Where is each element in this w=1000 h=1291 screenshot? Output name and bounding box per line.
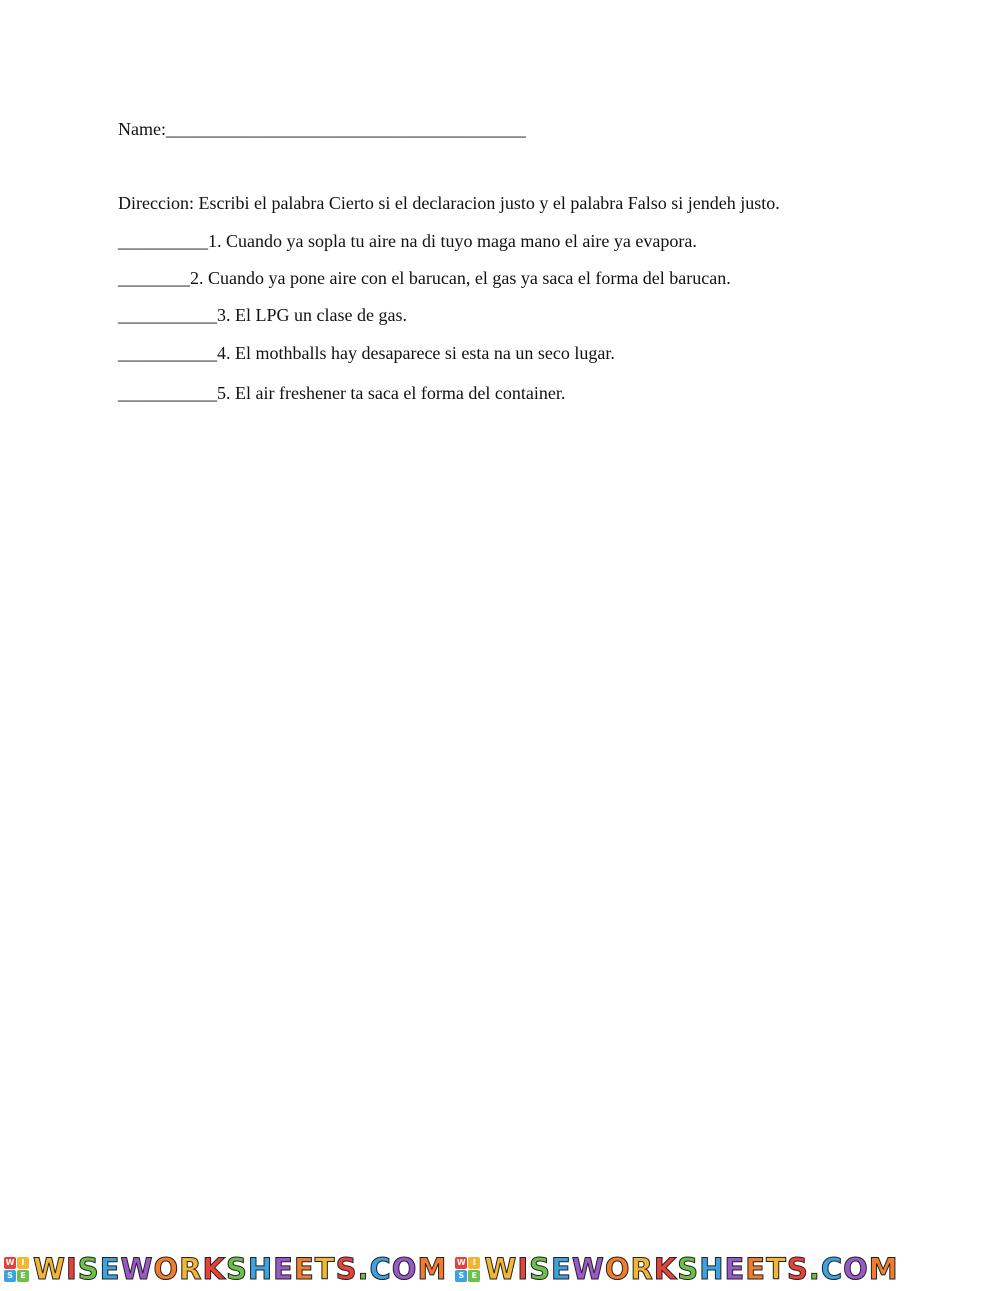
watermark-letter: W [571, 1252, 605, 1286]
logo-letter-w: W [5, 1257, 15, 1267]
logo-letter-s: S [4, 1270, 16, 1282]
logo-letter-w: W [456, 1257, 466, 1267]
watermark-footer [0, 1252, 1000, 1286]
watermark-letter: H [247, 1252, 274, 1286]
watermark-letter: M [868, 1252, 899, 1286]
watermark-letter: O [391, 1252, 418, 1286]
watermark-text [33, 1252, 447, 1286]
watermark-letter: E [724, 1252, 746, 1286]
watermark-letter: O [153, 1252, 180, 1286]
watermark-letter: E [99, 1252, 121, 1286]
question-3: ___________3. El LPG un clase de gas. [118, 305, 407, 325]
watermark-letter: M [417, 1252, 448, 1286]
watermark-letter: T [314, 1252, 336, 1286]
watermark-letter: S [77, 1252, 100, 1286]
watermark-letter: W [484, 1252, 518, 1286]
watermark-letter: C [369, 1252, 392, 1286]
watermark-letter: S [677, 1252, 700, 1286]
watermark-letter: C [820, 1252, 844, 1286]
watermark-letter: H [699, 1252, 725, 1286]
question-5: ___________5. El air freshener ta saca el forma del container. [118, 383, 566, 403]
watermark-letter: O [604, 1252, 631, 1286]
name-field-line: Name:________________________________________ [118, 119, 526, 139]
watermark-letter: R [179, 1252, 203, 1286]
watermark-letter: T [766, 1252, 787, 1286]
watermark-letter: E [293, 1252, 315, 1286]
watermark-letter: S [335, 1252, 358, 1286]
watermark-letter: S [786, 1252, 809, 1286]
question-4: ___________4. El mothballs hay desaparece si esta na un seco lugar. [118, 343, 615, 363]
wise-logo-icon [4, 1257, 29, 1282]
watermark-letter: W [33, 1252, 66, 1286]
wise-logo-icon [455, 1257, 480, 1282]
watermark-letter: S [529, 1252, 551, 1286]
watermark-brand [4, 1252, 447, 1286]
watermark-letter: K [653, 1252, 678, 1286]
logo-letter-i: I [17, 1257, 29, 1269]
watermark-letter: I [66, 1252, 78, 1286]
logo-letter-i: I [468, 1257, 480, 1269]
question-1: __________1. Cuando ya sopla tu aire na di tuyo maga mano el aire ya evapora. [118, 231, 697, 251]
watermark-letter: E [551, 1252, 572, 1286]
watermark-letter: R [630, 1252, 654, 1286]
watermark-letter: S [225, 1252, 248, 1286]
watermark-letter: . [357, 1252, 370, 1286]
directions-text: Direccion: Escribi el palabra Cierto si el declaracion justo y el palabra Falso si jendeh justo. [118, 193, 780, 213]
question-2: ________2. Cuando ya pone aire con el barucan, el gas ya saca el forma del barucan. [118, 268, 731, 288]
watermark-brand-repeat [455, 1252, 898, 1286]
watermark-letter: E [745, 1252, 767, 1286]
watermark-letter: O [843, 1252, 869, 1286]
watermark-letter: K [202, 1252, 226, 1286]
watermark-text [484, 1252, 898, 1286]
logo-letter-e: E [17, 1270, 29, 1282]
watermark-letter: . [808, 1252, 821, 1286]
watermark-letter: I [517, 1252, 530, 1286]
watermark-letter: E [273, 1252, 294, 1286]
logo-letter-s: S [455, 1270, 467, 1282]
watermark-letter: W [120, 1252, 154, 1286]
logo-letter-e: E [468, 1270, 480, 1282]
